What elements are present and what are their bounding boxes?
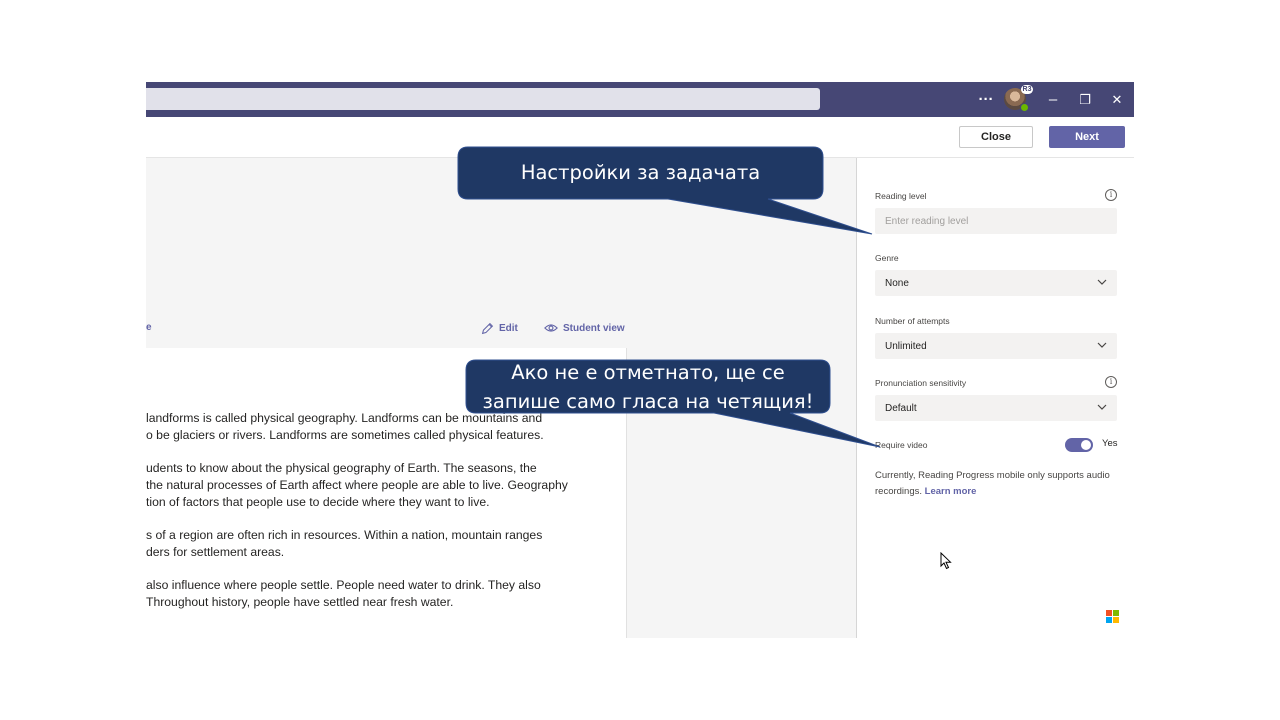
callout-require-video-text	[466, 358, 830, 416]
document-line: o be glaciers or rivers. Landforms are sometimes called physical features.	[146, 428, 544, 442]
avatar-badge: R3	[1022, 86, 1032, 93]
close-window-button[interactable]: ✕	[1111, 91, 1123, 107]
reading-level-label: Reading level	[875, 191, 927, 201]
require-video-state: Yes	[1102, 438, 1118, 449]
document-line: tion of factors that people use to decide where they want to live.	[146, 495, 490, 509]
minimize-button[interactable]: –	[1048, 91, 1058, 108]
attempts-label: Number of attempts	[875, 316, 950, 326]
close-button[interactable]: Close	[959, 126, 1033, 148]
document-line: udents to know about the physical geography of Earth. The seasons, the	[146, 461, 537, 475]
document-line: the natural processes of Earth affect where people are able to live. Geography	[146, 478, 568, 492]
document-line: also influence where people settle. People need water to drink. They also	[146, 578, 541, 592]
genre-label: Genre	[875, 253, 899, 263]
genre-value: None	[885, 277, 909, 289]
restore-button[interactable]: ❐	[1079, 91, 1091, 107]
document-line: Throughout history, people have settled near fresh water.	[146, 595, 454, 609]
more-options-button[interactable]: ···	[978, 91, 994, 108]
preview-left-label[interactable]: e	[146, 322, 152, 333]
reading-level-info-icon[interactable]: i	[1105, 189, 1117, 201]
attempts-value: Unlimited	[885, 340, 927, 352]
next-button[interactable]: Next	[1049, 126, 1125, 148]
require-video-label: Require video	[875, 440, 928, 450]
callout-line: запише само гласа на четящия!	[482, 390, 814, 413]
document-line: ders for settlement areas.	[146, 545, 285, 559]
callout-settings-text: Настройки за задачата	[520, 161, 761, 184]
pronunciation-label: Pronunciation sensitivity	[875, 378, 967, 388]
document-line: s of a region are often rich in resources. Within a nation, mountain ranges	[146, 528, 543, 542]
mobile-note-text: Currently, Reading Progress mobile only supports audio recordings.	[875, 470, 1110, 497]
reading-level-input[interactable]: Enter reading level	[875, 208, 1117, 234]
callout-line: Ако не е отметнато, ще се	[511, 361, 785, 384]
student-view-label: Student view	[563, 322, 625, 334]
learn-more-link[interactable]: Learn more	[924, 486, 977, 497]
edit-label: Edit	[499, 323, 518, 334]
pronunciation-info-icon[interactable]: i	[1105, 376, 1117, 388]
document-line: landforms is called physical geography. Landforms can be mountains and	[146, 411, 543, 425]
pronunciation-value: Default	[885, 402, 917, 414]
